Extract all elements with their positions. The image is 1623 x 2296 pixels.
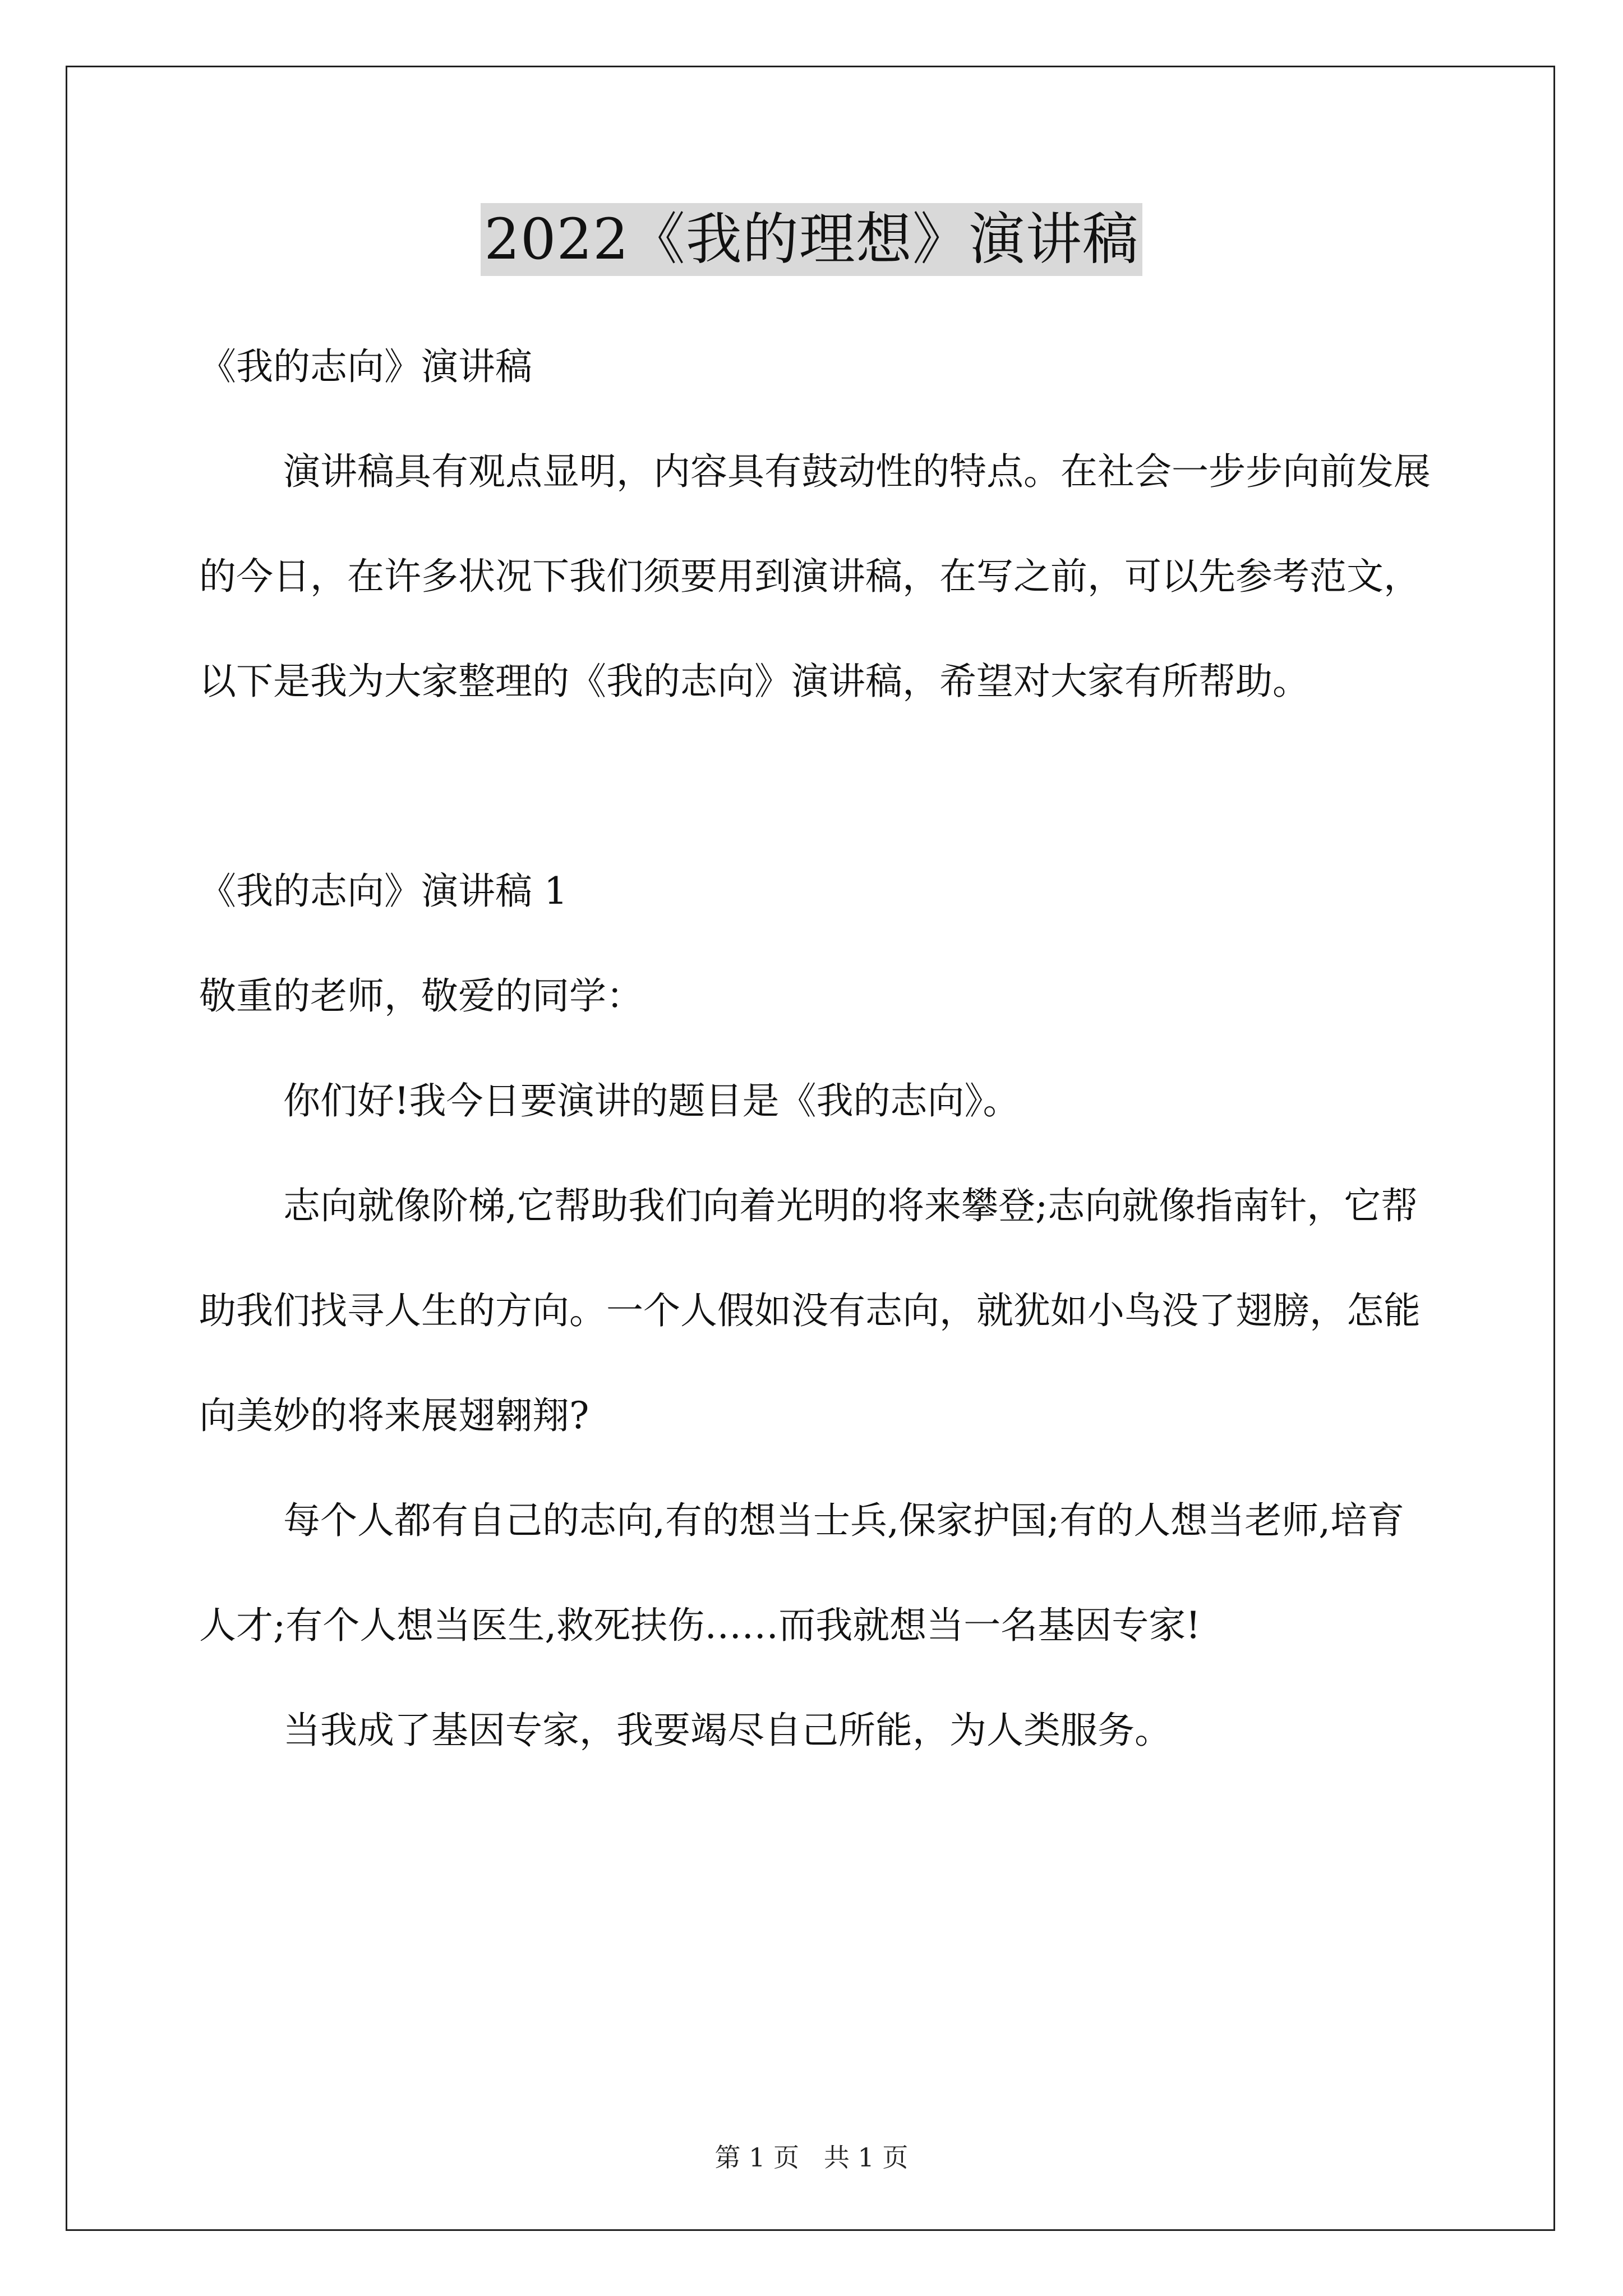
paragraph-intro: 演讲稿具有观点显明，内容具有鼓动性的特点。在社会一步步向前发展的今日，在许多状况下我们须要用到演讲稿，在写之前，可以先参考范文，以下是我为大家整理的《我的志向》演讲稿，希望对大家有所帮助。 [199,450,1431,703]
paragraph-aspirations: 每个人都有自己的志向,有的想当士兵,保家护国;有的人想当老师,培育人才;有个人想当医生,救死扶伤……而我就想当一名基因专家! [199,1499,1405,1647]
paragraph-goal: 当我成了基因专家，我要竭尽自己所能，为人类服务。 [283,1709,1172,1752]
paragraph-metaphor: 志向就像阶梯,它帮助我们向着光明的将来攀登;志向就像指南针，它帮助我们找寻人生的方向。一个人假如没有志向，就犹如小鸟没了翅膀，怎能向美妙的将来展翅翱翔? [199,1184,1421,1437]
paragraph-subtitle: 《我的志向》演讲稿 [199,345,532,388]
paragraph-gap [199,734,1433,839]
document-body [199,314,1433,1783]
paragraph-greeting: 你们好!我今日要演讲的题目是《我的志向》。 [283,1079,1020,1122]
paragraph-speech-heading: 《我的志向》演讲稿 1 [199,869,568,913]
page-footer: 第 1 页 共 1 页 [714,2142,909,2173]
title-container [0,203,1623,276]
document-title: 2022《我的理想》演讲稿 [481,203,1142,276]
paragraph-salutation: 敬重的老师，敬爱的同学： [199,974,643,1018]
